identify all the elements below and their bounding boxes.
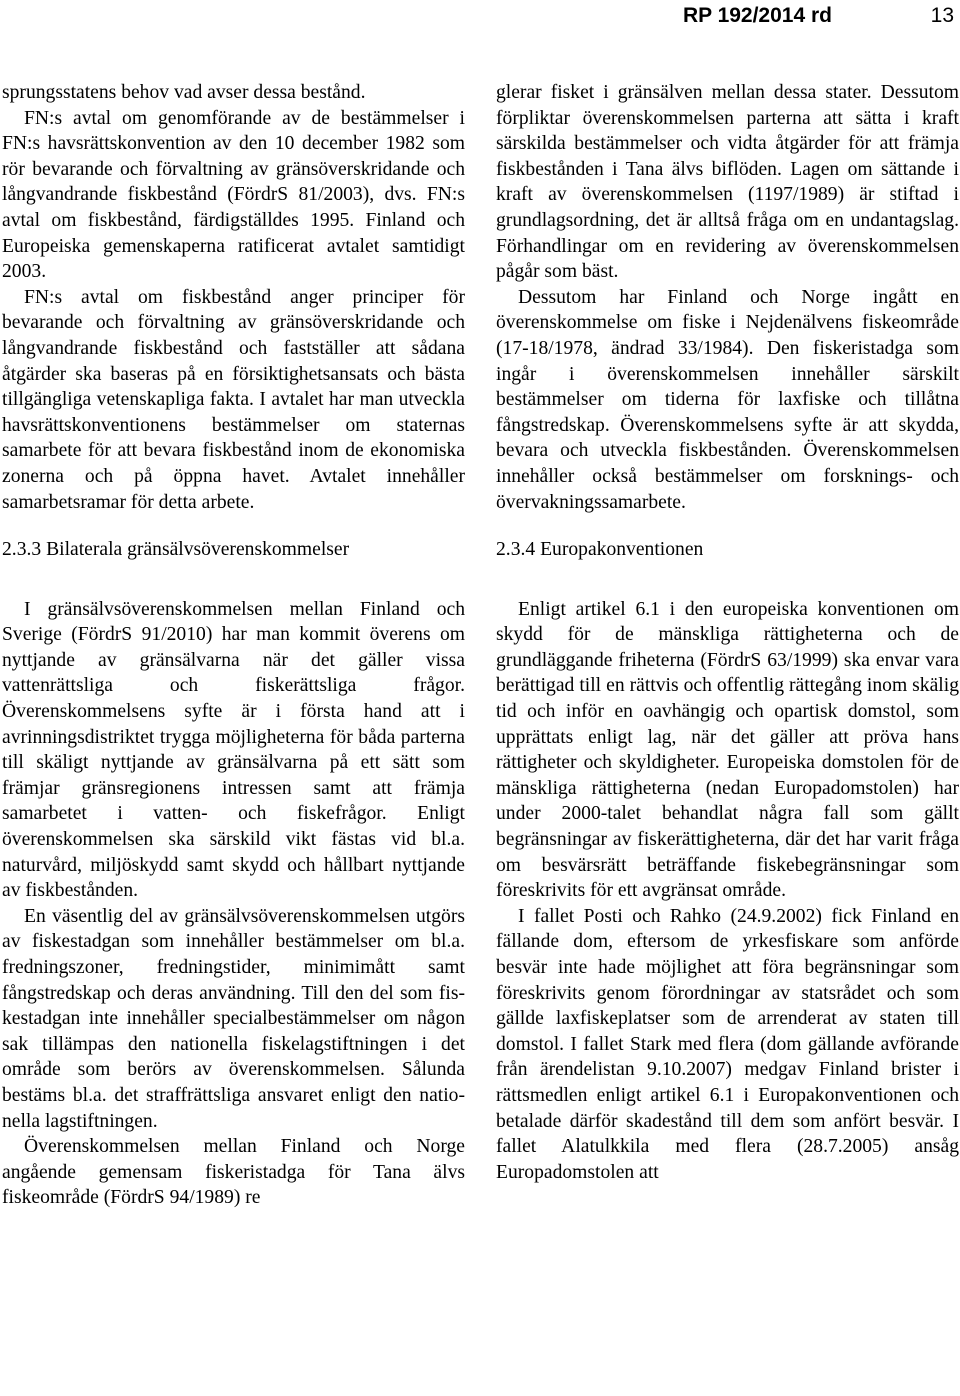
paragraph: Enligt artikel 6.1 i den europeiska konventionen om skydd för de mänskliga rättigheterna och de grundläggande friheterna (FördrS 63/1999) ska envar vara berättigad till en rättvis och offentlig rättegång inom skälig tid och inför en oavhängig och opartisk domstol, som upprättats enligt lag, när det gäller att pröva hans rättigheter och skyldigheter. Europeiska domstolen för de mänskliga rättigheterna (nedan Europadomstolen) har under 2000-talet behandlat några fall som gällt begränsningar av fiskerättigheterna, där det har varit fråga om besvärsrätt beträffande fiskebegränsningar som föreskrivits för ett avgränsat område. [496, 598, 959, 902]
paragraph: I gränsälvsöverenskommelsen mellan Finland och Sverige (FördrS 91/2010) har man kommit överens om nyttjande av gränsälvarna när det gäller vissa vattenrättsliga och fiskerättsliga frågor. Överenskommelsens syfte är i första hand att i avrinningsdistriktet trygga möjligheterna för båda parterna till skäligt nyttjande av gränsälvarna på ett sätt som främjar gränsregionens intressen samt att främja samarbetet i vatten- och fiskefrågor. Enligt överenskommelsen ska särskild vikt fästas vid bl.a. naturvård, miljöskydd samt skydd och hållbart nyttjande av fiskbestånden. [2, 598, 465, 902]
paragraph: FN:s avtal om genomförande av de bestämmelser i FN:s havsrättskonvention av den 10 december 1982 som rör bevarande och förvaltning av gränsöverskridande och långvandrande fiskbestånd (FördrS 81/2003), dvs. FN:s avtal om fiskbestånd, färdigställdes 1995. Finland och Europeiska gemenskaperna ratificerat avtalet samtidigt 2003. [2, 107, 465, 283]
paragraph: FN:s avtal om fiskbestånd anger principer för bevarande och förvaltning av gränsöverskridande och långvandrande fiskbestånd och fastställer att sådana åtgärder ska baseras på en försiktighetsansats och bästa tillgängliga vetenskapliga fakta. I avtalet har man utveckla havsrättskonventionens bestämmelser om staternas samarbete för att bevara fiskbestånd inom de ekonomiska zonerna och på öppna havet. Avtalet innehåller samarbetsramar för detta arbete. [2, 286, 465, 513]
paragraph: I fallet Posti och Rahko (24.9.2002) fick Finland en fällande dom, eftersom de yrkesfiskare som anförde besvär inte hade möjlighet att föra begränsningar som föreskrivits genom förordningar av statsrådet och som gällde laxfiskeplatser som de arrenderat av staten till domstol. I fallet Stark med flera (dom gällande avförande från ärendelistan 9.10.2007) medgav Finland brister i rättsmedlen enligt artikel 6.1 i Europakonventionen och betalade därför skadestånd till dem som anfört besvär. I fallet Alatulkkila med flera (28.7.2005) ansåg Europadomstolen att [496, 905, 959, 1183]
page-number: 13 [930, 4, 954, 27]
section-heading: 2.3.4 Europakonventionen [496, 539, 704, 561]
page-header [0, 0, 960, 30]
right-column [496, 80, 959, 1185]
paragraph: glerar fisket i gränsälven mellan dessa stater. Dessutom förpliktar överenskommelsen parterna att sätta i kraft särskilda bestämmelser och vidta åtgärder för att främja fiskbestånden i Tana älvs biflöden. Lagen om sättande i kraft av överenskommelsen (1197/1989) är stiftad i grundlagsordning, det är alltså fråga om en undantagslag. Förhandlingar om en revidering av överenskommelsen pågår som bäst. [496, 82, 959, 283]
left-column [2, 80, 465, 1211]
paragraph: En väsentlig del av gränsälvsöverenskommelsen utgörs av fiskestadgan som innehåller bestämmelser om bl.a. fredningszoner, fredningstider, minimimått samt fångstredskap och deras användning. Till den del som fiskestadgan inte innehåller specialbestämmelser om någon sak tillämpas den nationella fiskelagstiftningen i det område som berörs av överenskommelsen. Sålunda bestäms bl.a. det straffrättsliga ansvaret enligt den nationella lagstiftningen. [2, 905, 465, 1132]
paragraph: Dessutom har Finland och Norge ingått en överenskommelse om fiske i Nejdenälvens fiskeområde (17-18/1978, ändrad 33/1984). Den fiskeristadga som ingår i överenskommelsen innehåller särskilt bestämmelser om tiderna för laxfiske och tillåtna fångstredskap. Överenskommelsens syfte är att skydda, bevara och utveckla fiskbestånden. Överenskommelsen innehåller också bestämmelser om forsknings- och övervakningssamarbete. [496, 286, 959, 513]
document-reference: RP 192/2014 rd [682, 4, 832, 27]
section-heading: 2.3.3 Bilaterala gränsälvsöverenskommelser [2, 539, 350, 561]
paragraph: Överenskommelsen mellan Finland och Norge angående gemensam fiskeristadga för Tana älvs fiskeområde (FördrS 94/1989) re [2, 1136, 465, 1209]
paragraph: sprungsstatens behov vad avser dessa bestånd. [2, 82, 366, 103]
